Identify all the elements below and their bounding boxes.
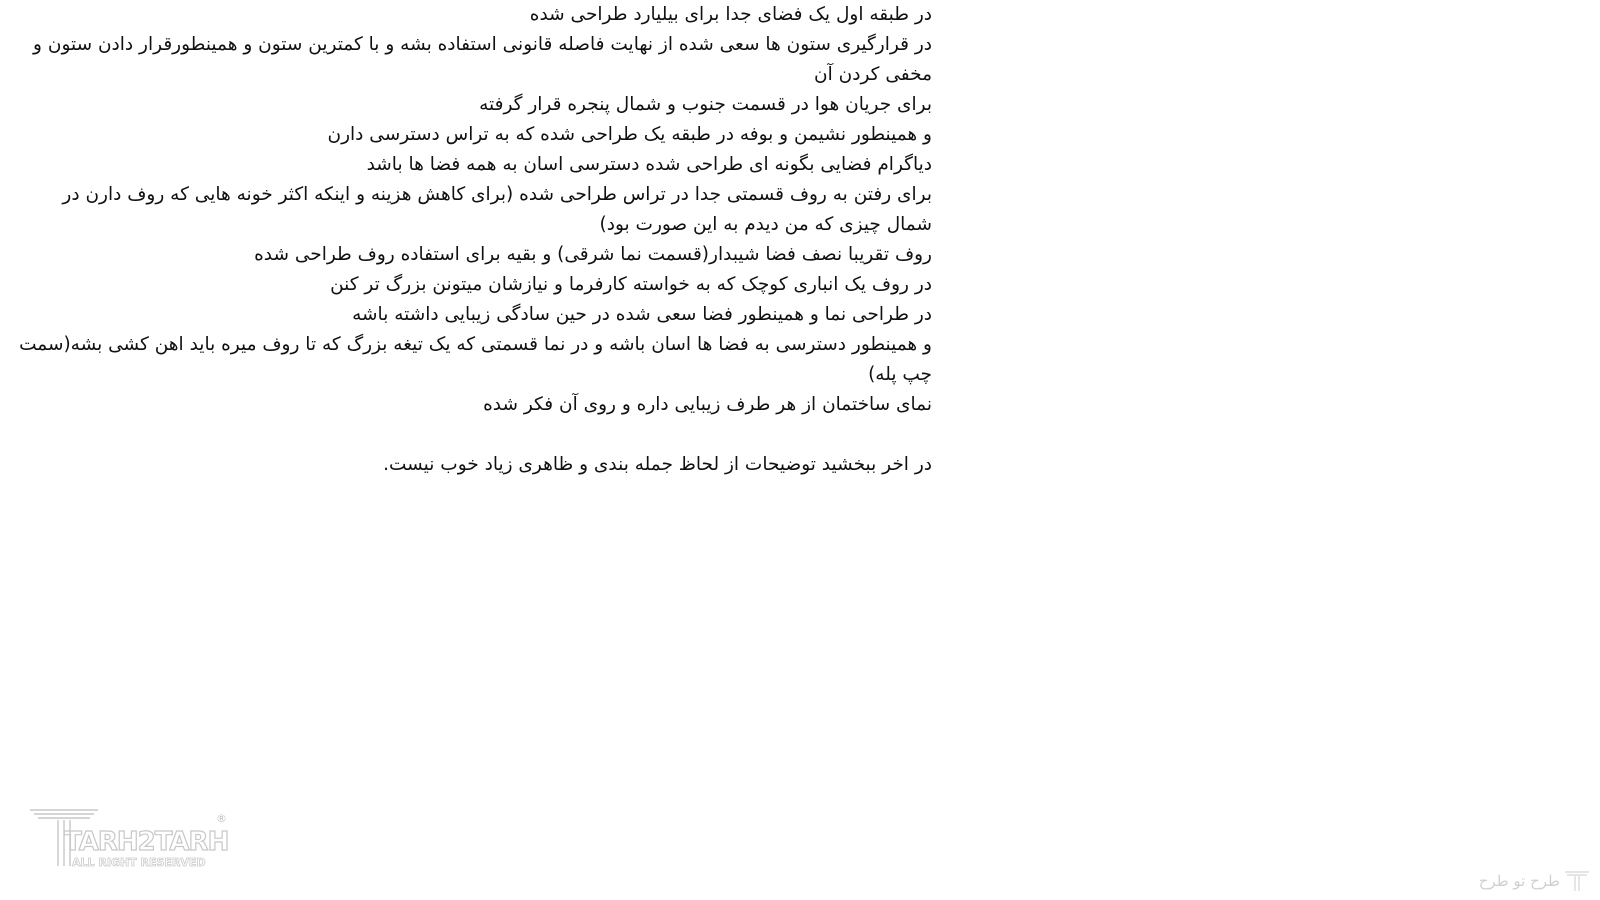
text-line-4: و همینطور نشیمن و بوفه در طبقه یک طراحی شده که به تراس دسترسی دارن xyxy=(327,124,932,145)
watermark-persian-text: طرح تو طرح xyxy=(1478,872,1560,890)
watermark-brand-text: TARH2TARH xyxy=(64,827,229,857)
paragraph-spacer xyxy=(14,420,932,450)
closing-line: در اخر ببخشید توضیحات از لحاظ جمله بندی و ظاهری زیاد خوب نیست. xyxy=(383,454,932,475)
text-line-9: در طراحی نما و همینطور فضا سعی شده در حین سادگی زیبایی داشته باشه xyxy=(352,304,932,325)
text-line-2: در قرارگیری ستون ها سعی شده از نهایت فاصله قانونی استفاده بشه و با کمترین ستون و همینطورقرار دادن ستون و مخفی کردن آن xyxy=(33,34,932,85)
text-line-11: نمای ساختمان از هر طرف زیبایی داره و روی آن فکر شده xyxy=(483,394,932,415)
text-line-1: در طبقه اول یک فضای جدا برای بیلیارد طراحی شده xyxy=(529,4,932,25)
text-line-8: در روف یک انباری کوچک که به خواسته کارفرما و نیازشان میتونن بزرگ تر کنن xyxy=(330,274,932,295)
watermark-registered-mark: ® xyxy=(216,812,227,825)
text-line-10: و همینطور دسترسی به فضا ها اسان باشه و در نما قسمتی که یک تیغه بزرگ که تا روف میره باید اهن کشی بشه(سمت چپ پله) xyxy=(19,334,932,385)
text-line-3: برای جریان هوا در قسمت جنوب و شمال پنجره قرار گرفته xyxy=(479,94,932,115)
document-body xyxy=(14,0,932,480)
tarh2tarh-watermark-small xyxy=(1479,868,1590,894)
text-line-5: دیاگرام فضایی بگونه ای طراحی شده دسترسی اسان به همه فضا ها باشد xyxy=(366,154,932,175)
tarh2tarh-watermark-logo xyxy=(28,808,238,872)
text-line-6: برای رفتن به روف قسمتی جدا در تراس طراحی شده (برای کاهش هزینه و اینکه اکثر خونه هایی که روف دارن در شمال چیزی که من دیدم به این صورت بود) xyxy=(62,184,932,235)
t-logo-icon xyxy=(1564,870,1590,892)
text-line-7: روف تقریبا نصف فضا شیبدار(قسمت نما شرقی) و بقیه برای استفاده روف طراحی شده xyxy=(254,244,932,265)
watermark-tagline-text: ALL RIGHT RESERVED xyxy=(72,856,206,869)
